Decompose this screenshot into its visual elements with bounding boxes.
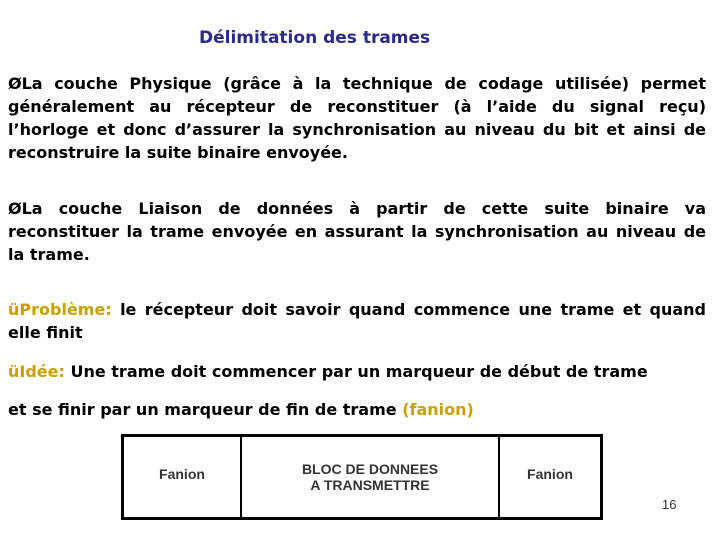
paragraph-physical-layer — [8, 72, 706, 164]
arrow-bullet-icon: Ø — [8, 74, 22, 93]
arrow-bullet-icon: Ø — [8, 199, 22, 218]
slide-title: Délimitation des trames — [199, 28, 431, 48]
problem-label: Problème: — [19, 300, 112, 319]
idea-label: Idée: — [19, 362, 65, 381]
check-bullet-icon: ü — [8, 300, 20, 319]
start-flag-cell — [124, 437, 242, 517]
frame-diagram — [121, 434, 603, 520]
start-flag-label: Fanion — [159, 466, 205, 482]
paragraph-text: et se finir par un marqueur de fin de trame — [8, 400, 403, 419]
paragraph-idea — [8, 360, 720, 383]
paragraph-text: La couche Physique (grâce à la technique de codage utilisée) permet généralement au récepteur de reconstituer (à l’aide du signal reçu) l’horloge et donc d’assurer la synchronisation au niveau du bit et ainsi de reconstruire la suite binaire envoyée. — [8, 74, 706, 162]
paragraph-data-link-layer — [8, 197, 706, 266]
data-block-cell — [242, 437, 500, 517]
end-flag-label: Fanion — [527, 466, 573, 482]
paragraph-text: le récepteur doit savoir quand commence une trame et quand elle finit — [8, 300, 706, 342]
paragraph-text: La couche Liaison de données à partir de cette suite binaire va reconstituer la trame envoyée en assurant la synchronisation au niveau de la trame. — [8, 199, 706, 264]
end-flag-cell — [500, 437, 600, 517]
fanion-highlight: (fanion) — [402, 400, 474, 419]
data-block-label-line1: BLOC DE DONNEES — [301, 461, 439, 477]
page-number: 16 — [662, 497, 677, 512]
check-bullet-icon: ü — [8, 362, 20, 381]
paragraph-idea-continuation — [8, 398, 706, 421]
paragraph-text: Une trame doit commencer par un marqueur de début de trame — [64, 362, 648, 381]
data-block-label-line2: A TRANSMETTRE — [310, 477, 430, 493]
paragraph-problem — [8, 298, 706, 344]
